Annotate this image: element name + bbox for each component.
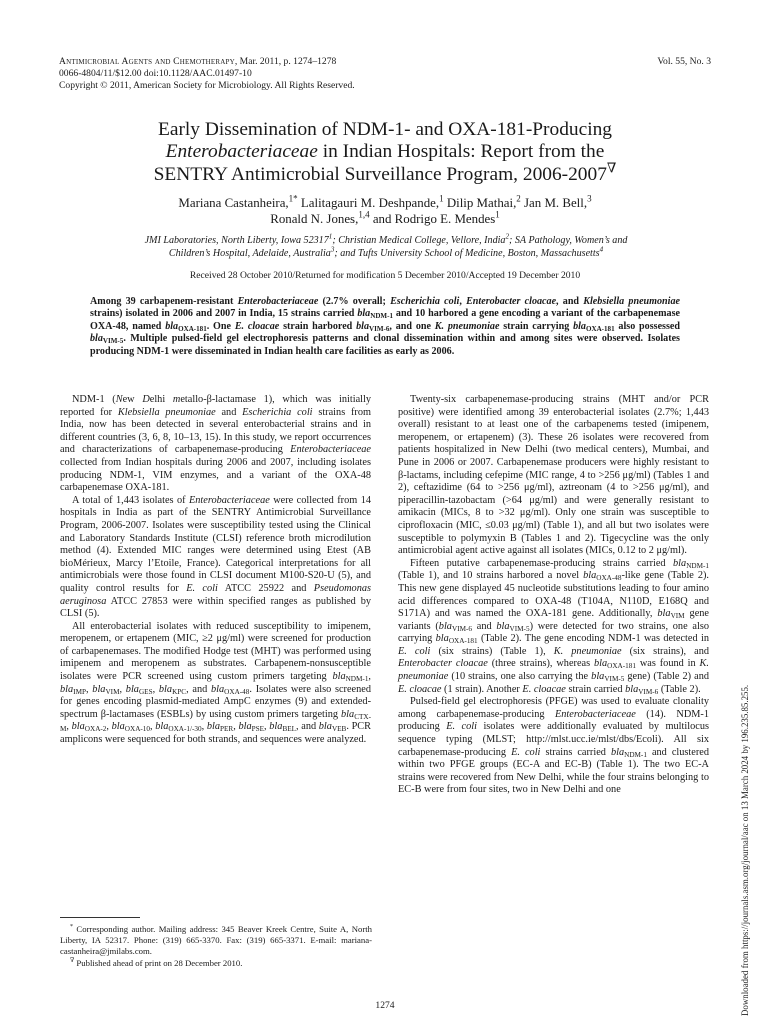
author-bell[interactable]: Jan M. Bell, [520,196,588,210]
author-list [70,195,700,227]
gene-name: bla [657,608,671,620]
gene-subscript: OXA-48 [224,687,250,696]
abstract-text: and 10 harbored a gene encoding a variant of the carbapenemase OXA-48, named [90,308,680,332]
gene-name: bla [269,721,283,733]
abstract [90,296,680,358]
body-text: All enterobacterial isolates with reduced susceptibility to imipenem, meropenem, or ertapenem (MIC, ≥2 μg/ml) were screened for production of carbapenemases. The modified Hodge test (MHT) was performed using imipenem and meropenem as substrates. Carbapenem-nonsusceptible isolates were PCR screened using custom primers targeting [60,620,371,683]
body-text: strains carried [540,746,611,758]
gene-subscript: PER [220,725,234,734]
abstract-text: . Multiple pulsed-field gel electrophoresis patterns and clonal dissemination within and among sites were observed. Isolates producing NDM-1 were disseminated in Indian health care facilities as early as 2006. [90,333,680,357]
body-text: m [172,394,181,405]
body-text: was found in [635,658,700,670]
body-text: (Table 2). [658,683,701,695]
body-text: . Isolates were also screened for genes encoding plasmid-mediated AmpC enzymes (9) and extended-spectrum β-lactamases (ESBLs) by using custom primers targeting [60,683,371,720]
body-text: (14). NDM-1 producing [398,708,709,733]
author-castanheira[interactable]: Mariana Castanheira, [178,196,289,210]
author-jones[interactable]: Ronald N. Jones, [270,212,359,227]
body-text: Pulsed-field gel electrophoresis (PFGE) was used to evaluate clonality among carbapenemase-producing [398,696,709,720]
body-text: E. cloacae [398,683,442,695]
body-text: isolates were additionally evaluated by multilocus sequence typing (MLST; http://mlst.ucc.ie/mlst/dbs/Ecoli). All six carbapenemase-producing [398,721,710,758]
affil-text: ; and Tufts University School of Medicine, Boston, Massachusetts [334,248,600,260]
body-text: (Table 2). The gene encoding NDM-1 was detected in [477,633,709,645]
paragraph: All enterobacterial isolates with reduced susceptibility to imipenem, meropenem, or ertapenem (MIC, ≥2 μg/ml) were screened for production of carbapenemases. The modified Hodge test (MHT) was performed using imipenem and meropenem as substrates. Carbapenem-nonsusceptible isolates were PCR screened using custom primers targeting bla$_{NDM-1}$, bla$_{IMP}$, bla$_{VIM}$, bla$_{GES}$, bla$_{KPC}$, and bla$_{OXA-48}$. Isolates were also screened for genes encoding plasmid-mediated AmpC enzymes (9) and extended-spectrum β-lactamases (ESBLs) by using custom primers targeting bla$_{CTX-M}$, bla$_{OXA-2}$, bla$_{OXA-10}$, bla$_{OXA-1/-30}$, bla$_{PER}$, bla$_{PSE}$, bla$_{BEL}$, and bla$_{VEB}$. PCR amplicons were sequenced for both strands, and sequences were analyzed. [60,620,372,746]
body-text: D [142,394,150,405]
abstract-text: Klebsiella pneumoniae [583,296,680,307]
abstract-text: Enterobacter cloacae [466,296,557,307]
gene-subscript: OXA-181 [585,324,615,333]
article-title [80,119,690,186]
body-text: (three strains), whereas [487,658,594,670]
gene-name: bla [332,671,346,683]
gene-name: bla [238,721,252,733]
body-text: and [215,406,243,418]
gene-subscript: OXA-2 [84,725,107,734]
abstract-text: E. cloacae [234,320,280,332]
gene-name: bla [60,683,74,695]
abstract-text: strain harbored [279,320,357,332]
body-text: (six strains) (Table 1), [430,645,554,657]
gene-subscript: VIM-5 [604,675,625,684]
abstract-text: also possessed [614,320,681,332]
body-text: Enterobacteriaceae [188,494,270,506]
body-text: and [471,620,497,632]
title-line-1: Early Dissemination of NDM-1- and OXA-181-Producing [158,119,612,140]
gene-name: bla [206,721,221,733]
body-text: E. coli [398,645,431,657]
gene-subscript: PSE [251,725,265,734]
affil-text: ; Christian Medical College, Vellore, India [332,235,506,246]
body-text: Escherichia coli [242,406,313,418]
gene-name: bla [111,721,125,733]
body-text: NDM-1 ( [72,394,116,405]
body-text: and clustered within two PFGE groups (EC-A and EC-B) (Table 1). The two EC-A strains were recovered from New Delhi, while the four strains belonging to EC-B were from four sites, two in New Delhi and one [398,746,710,796]
paragraph [398,696,709,797]
affil-num: 2 [505,232,509,241]
paragraph: Twenty-six carbapenemase-producing strains (MHT and/or PCR positive) were identified among 39 enterobacterial isolates (2.7%; 1,443 overall) resistant to at least one of the carbapenems tested (imipenem, meropenem, or ertapenem) (3). These 26 isolates were recovered from patients hospitalized in New Delhi (two medical centers), Mumbai, and Pune in 2006 or 2007. Carbapenemase producers were highly resistant to β-lactams, including cefepime (MIC range, 4 to >256 μg/ml) (Tables 1 and 2), ceftazidime (64 to >256 μg/ml), aztreonam (4 to >256 μg/ml), and piperacillin-tazobactam (>64 μg/ml) and were generally resistant to amikacin (MICs, 8 to >32 μg/ml). Only one strain was susceptible to ciprofloxacin (MIC, ≤0.03 μg/ml) (Table 1), and all but two isolates were susceptible to polymyxin B (Tables 1 and 2). Tigecycline was the only antimicrobial agent active against all isolates (MICs, 0.12 to 2 μg/ml). [398,394,709,557]
footnote-mark: * [70,924,74,931]
gene-subscript: NDM-1 [345,675,369,684]
gene-subscript: VIM [105,687,120,696]
gene-name: bla [625,683,639,695]
abstract-text: , [459,296,467,307]
body-text: E. coli [186,582,218,594]
body-text: collected from Indian hospitals during 2006 and 2007, including isolates producing NDM-1, VIM enzymes, and a variant of the OXA-48 carbapenemase OXA-181. [60,456,371,494]
gene-name: bla [341,708,355,720]
abstract-text: strains) isolated in 2006 and 2007 in India, 15 strains carried [90,308,358,320]
affil-num: 3 [330,245,335,254]
abstract-text: , and [556,296,584,307]
body-column-right [398,394,709,797]
gene-name: bla [318,721,332,733]
gene-name: bla [438,620,452,632]
affiliations [76,234,696,260]
gene-subscript: OXA-48 [596,574,622,583]
abstract-text: , and one [389,320,435,332]
abstract-text: strain carrying [499,320,574,332]
author-deshpande[interactable]: Lalitagauri M. Deshpande, [297,196,440,210]
body-column-left [60,394,371,747]
gene-subscript: BEL [282,725,297,734]
body-text: Enterobacter cloacae [398,658,488,670]
footnote-text: Corresponding author. Mailing address: 345 Beaver Kreek Centre, Suite A, North Liberty, IA 52317. Phone: (319) 665-3370. Fax: (319) 665-3371. E-mail: mariana-castanheira@jmilabs.com. [60,924,372,957]
title-line-2 [80,141,690,163]
paragraph [60,394,371,495]
journal-name: Antimicrobial Agents and Chemotherapy [59,56,235,67]
body-text: A total of 1,443 isolates of [72,494,189,506]
gene-subscript: KPC [172,687,187,696]
gene-subscript: NDM-1 [686,561,709,570]
affil-ref: 1,4 [358,209,370,220]
gene-name: bla [90,333,103,345]
volume-issue: Vol. 55, No. 3 [657,56,711,67]
gene-subscript: NDM-1 [370,312,393,321]
body-text: (Table 1), and 10 strains harbored a novel [398,570,584,582]
body-text: Fifteen putative carbapenemase-producing strains carried [410,557,674,569]
gene-subscript: VIM-5 [509,624,530,633]
body-text: elhi [149,394,173,405]
gene-name: bla [92,683,106,695]
affil-num: 1 [328,232,333,241]
gene-name: bla [610,746,625,758]
gene-name: bla [155,721,169,733]
footnote-corresponding [60,924,372,958]
body-text: gene) (Table 2) and [624,671,709,683]
gene-name: bla [356,320,370,332]
gene-subscript: CTX-M [60,712,371,734]
page-number: 1274 [375,1000,395,1011]
affil-text: Children’s Hospital, Adelaide, Australia [168,248,331,260]
paragraph [398,558,709,697]
gene-subscript: NDM-1 [624,750,647,759]
abstract-text: Among 39 carbapenem-resistant [90,296,238,307]
body-text: E. cloacae [522,683,566,695]
corresponding-mark[interactable]: * [293,193,298,204]
gene-subscript: VIM-5 [102,337,124,346]
footnote-divider [60,917,140,918]
copyright-line: Copyright © 2011, American Society for Microbiology. All Rights Reserved. [59,80,355,92]
body-text: K. pneumoniae [398,658,709,683]
abstract-text: . One [206,320,235,332]
body-text: -like gene (Table 2). This new gene displayed 45 nucleotide substitutions leading to four amino acid differences compared to OXA-48 (T104A, N110D, E168Q and S171A) and was named the OXA-181 gene. Additionally, [398,570,709,620]
title-line-2-rest: in Indian Hospitals: Report from the [317,141,605,163]
title-footnote-mark[interactable]: ∇ [606,160,617,176]
body-text: Enterobacteriaceae [290,444,371,456]
body-text: ) were detected for two strains, one also carrying [398,620,709,645]
body-text: E. coli [511,746,541,758]
body-text: (1 strain). Another [441,683,523,695]
gene-name: bla [593,658,608,670]
body-text: ATCC 27853 were within specified ranges as published by CLSI (5). [60,595,371,620]
body-text: N [115,394,123,405]
gene-name: bla [583,570,597,582]
affil-ref: 1 [288,193,294,204]
issn-doi: 0066-4804/11/$12.00 doi:10.1128/AAC.01497-10 [59,68,252,80]
gene-subscript: VIM-6 [451,624,472,633]
body-text: (10 strains, one also carrying the [448,671,592,683]
affil-text: JMI Laboratories, North Liberty, Iowa 52317 [144,235,329,246]
affil-num: 4 [599,245,604,254]
title-taxon: Enterobacteriaceae [165,141,318,163]
affil-ref: 2 [516,193,521,204]
gene-subscript: VIM [670,612,685,621]
body-text: Klebsiella pneumoniae [117,406,216,418]
gene-name: bla [211,683,225,695]
received-dates: Received 28 October 2010/Returned for modification 5 December 2010/Accepted 19 December 2010 [189,270,581,281]
body-text: ATCC 25922 and [217,582,314,594]
paragraph [60,495,371,621]
issue-date-pages: , Mar. 2011, p. 1274–1278 [234,56,337,67]
gene-subscript: OXA-10 [124,725,151,734]
body-text: etallo-β-lactamase 1), which was initially reported for [60,394,372,418]
gene-subscript: OXA-181 [178,324,207,333]
journal-header [59,56,619,93]
gene-subscript: VIM-6 [638,687,659,696]
abstract-text: Escherichia coli [390,296,460,307]
gene-subscript: OXA-1/-30 [168,725,202,734]
affil-ref: 1 [495,209,500,220]
download-watermark: Downloaded from https://journals.asm.org/journal/aac on 13 March 2024 by 196.235.85.255. [740,684,750,1016]
body-text: Enterobacteriaceae [554,708,636,720]
gene-name: bla [673,557,687,569]
title-line-3 [80,160,690,186]
gene-name: bla [125,683,139,695]
body-text: strain carried [565,683,626,695]
body-text: gene variants ( [398,608,709,632]
gene-name: bla [165,320,179,332]
body-text: E. coli [446,721,477,733]
affil-text: ; SA Pathology, Women’s and [509,235,628,246]
gene-name: bla [573,320,586,332]
gene-name: bla [435,633,449,645]
title-line-3-text: SENTRY Antimicrobial Surveillance Program, 2006-2007 [153,163,607,185]
abstract-text: Enterobacteriaceae [237,296,319,307]
body-text: were collected from 14 hospitals in India as part of the SENTRY Antimicrobial Surveillance Program, 2006-2007. Isolates were susceptibility tested using the Clinical and Laboratory Standards Institute (CLSI) reference broth microdilution method (4). Extended MIC ranges were determined using Etest (AB bioMérieux, Marcy l’Etoile, France). Categorical interpretations for all antimicrobials were those found in CLSI document M100-S20-U (5), and quality control results for [60,494,371,594]
gene-name: bla [357,308,371,320]
gene-name: bla [158,683,173,695]
author-mathai[interactable]: Dilip Mathai, [443,196,517,210]
gene-subscript: OXA-181 [607,662,636,671]
gene-subscript: GES [138,687,153,696]
affil-ref: 1 [439,193,444,204]
gene-name: bla [496,620,510,632]
affil-ref: 3 [587,193,592,204]
author-mendes[interactable]: and Rodrigo E. Mendes [369,212,496,227]
footnote-published [60,958,372,969]
gene-subscript: IMP [73,687,86,696]
body-text: ew [122,394,143,405]
gene-subscript: VIM-6 [369,324,390,333]
gene-name: bla [71,721,85,733]
gene-subscript: OXA-181 [448,637,478,646]
footnote-mark: ∇ [70,957,75,964]
body-text: strains from India, now has been detected in several enterobacterial strains and in different countries (3, 6, 8, 10–13, 15). In this study, we report occurrences and characterizations of carbapenemase-producing [60,406,371,456]
abstract-text: (2.7% overall; [318,296,391,307]
body-text: K. pneumoniae [553,645,622,657]
body-text: . PCR amplicons were sequenced for both strands, and sequences were analyzed. [60,721,372,746]
abstract-text: K. pneumoniae [434,320,500,332]
body-text: Pseudomonas aeruginosa [60,582,371,607]
body-text: (six strains), and [621,645,709,657]
gene-name: bla [591,671,605,683]
footnotes [60,924,372,969]
footnote-text: Published ahead of print on 28 December 2010. [74,957,243,968]
gene-subscript: VEB [331,725,347,734]
